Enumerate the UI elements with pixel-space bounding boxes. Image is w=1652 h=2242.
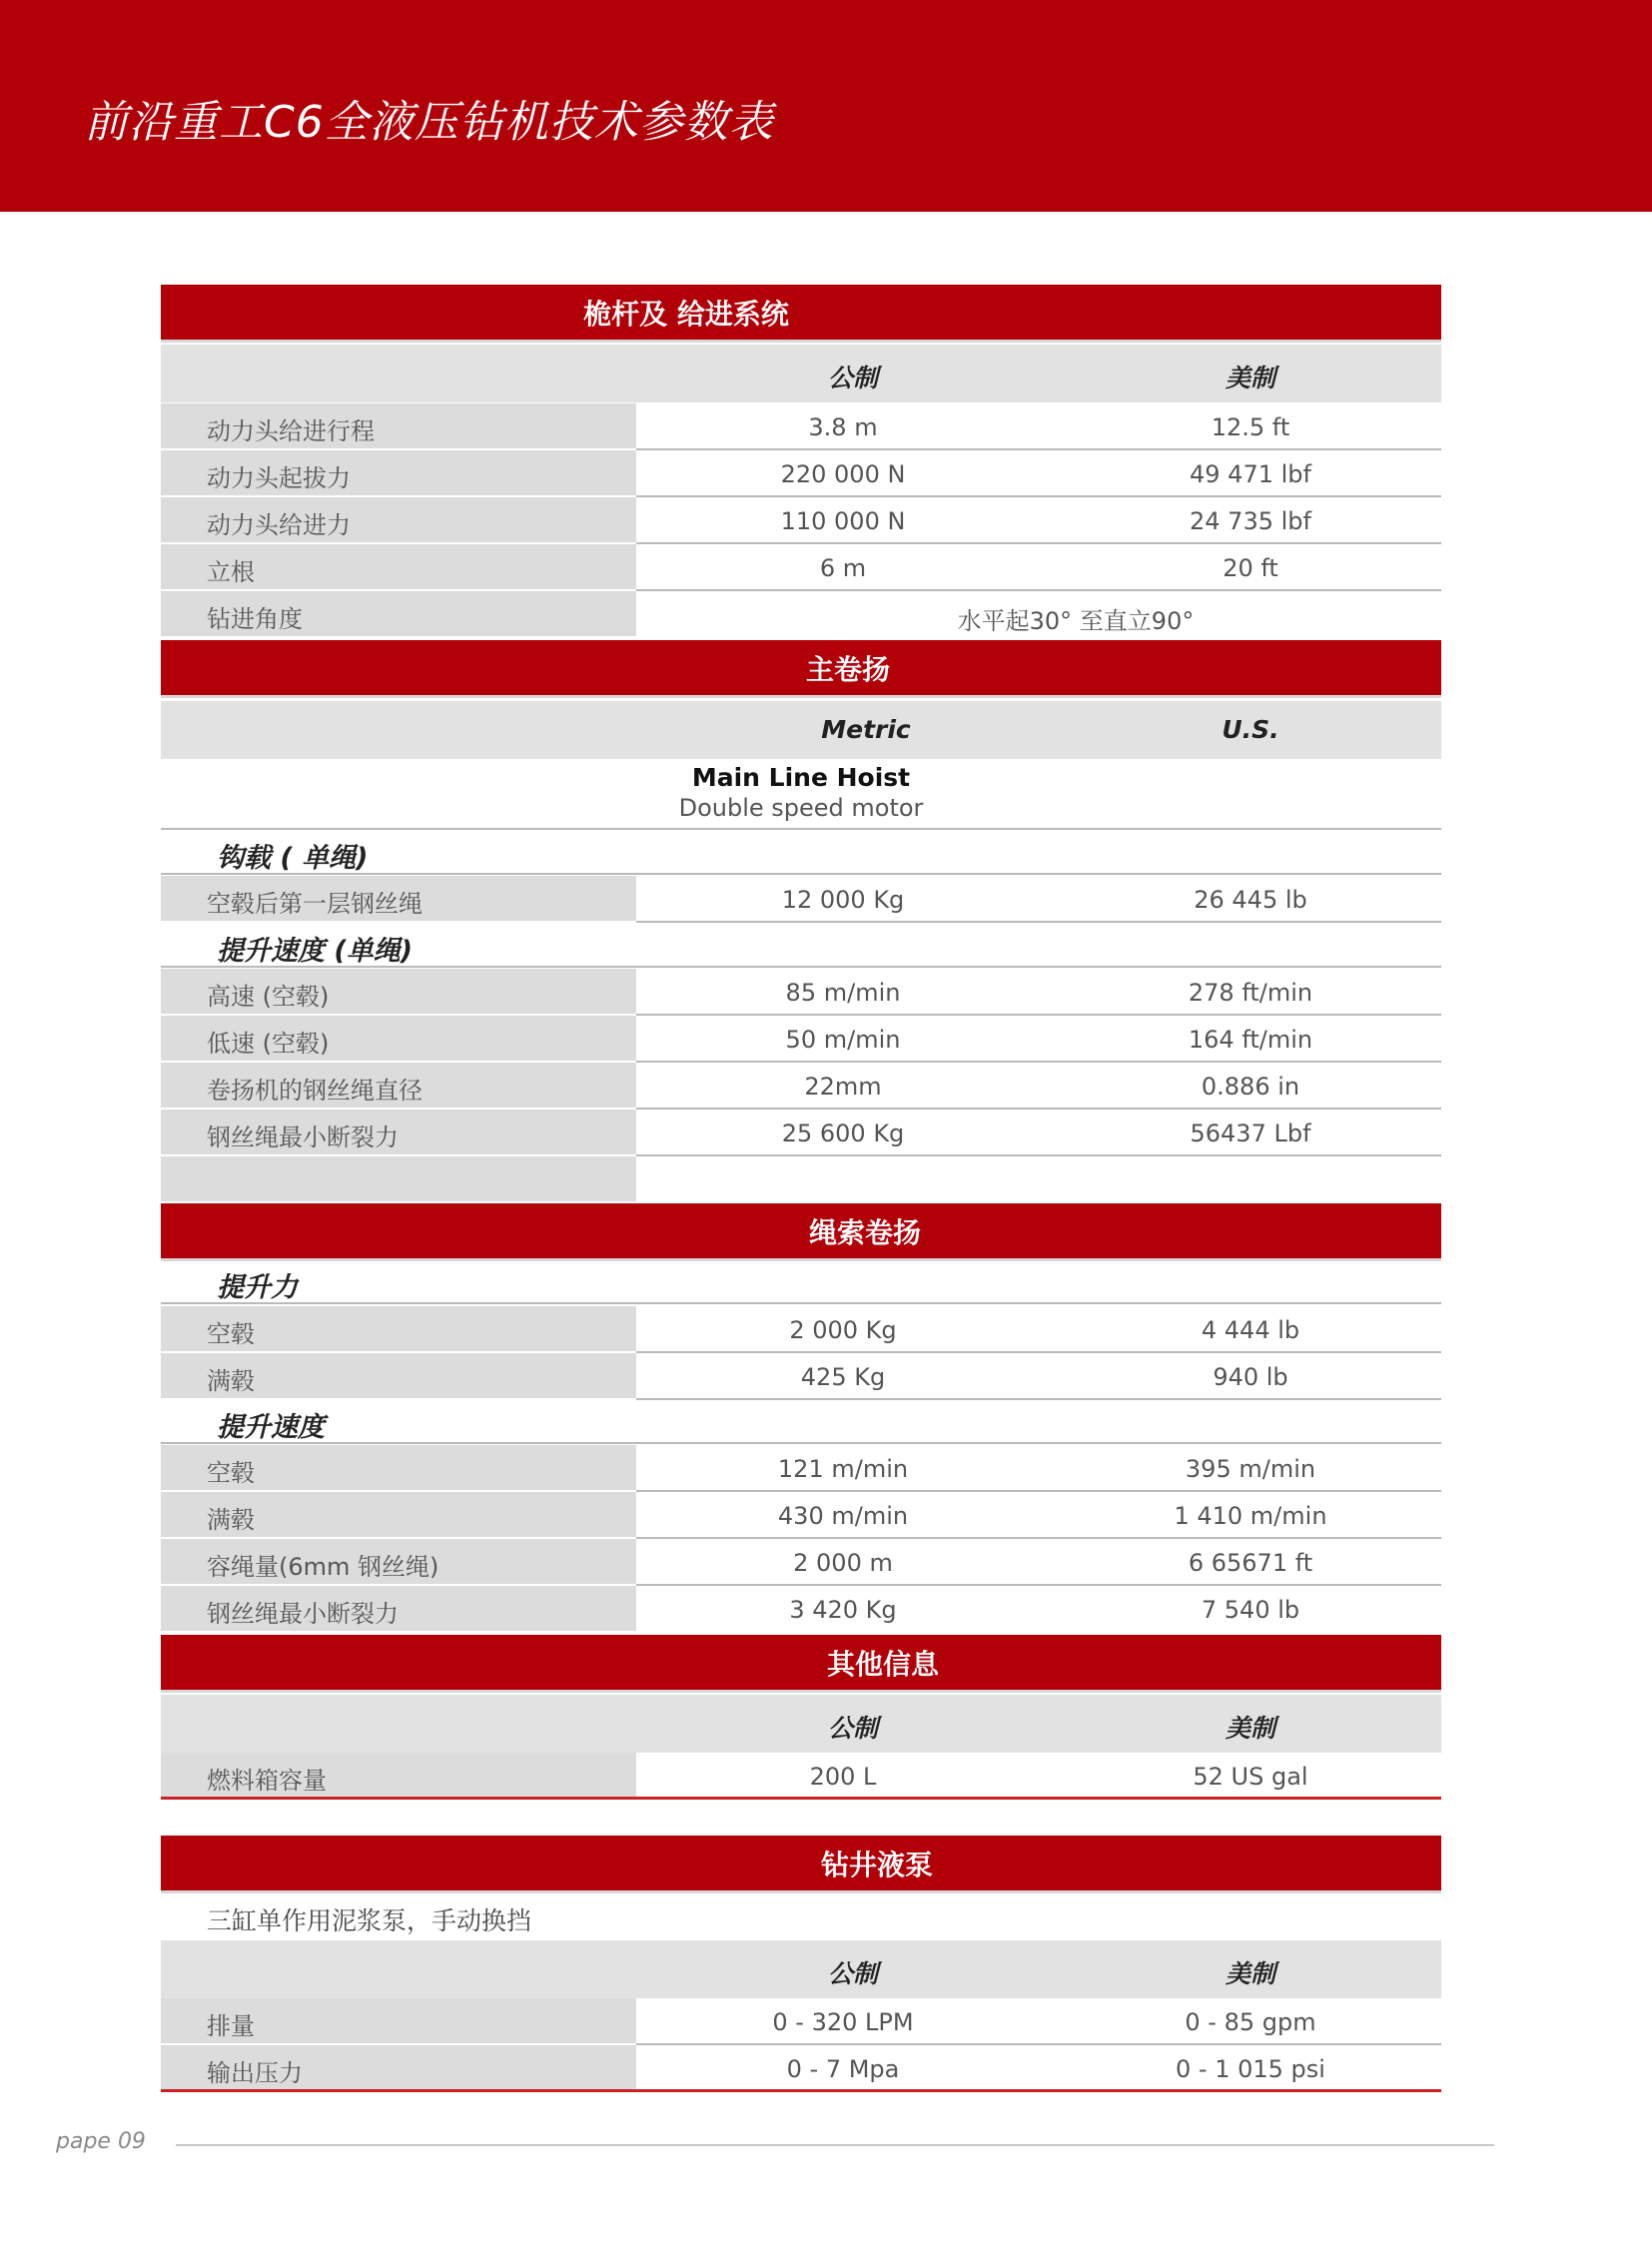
table-row bbox=[161, 1306, 1441, 1353]
spec-table bbox=[161, 0, 1441, 2117]
row-label: 满毂 bbox=[207, 1367, 255, 1395]
metric-value: 85 m/min bbox=[785, 979, 901, 1007]
subheading-lift-speed bbox=[161, 1400, 1441, 1444]
table-row bbox=[161, 591, 1441, 638]
row-label: 输出压力 bbox=[207, 2059, 303, 2087]
metric-value: 0 - 7 Mpa bbox=[786, 2055, 900, 2083]
col-metric-label: Metric bbox=[821, 715, 911, 744]
row-label: 空毂 bbox=[207, 1459, 255, 1487]
row-label: 燃料箱容量 bbox=[207, 1767, 327, 1795]
us-value: 940 lb bbox=[1213, 1363, 1288, 1391]
metric-value: 220 000 N bbox=[780, 460, 906, 488]
table-row bbox=[161, 1492, 1441, 1539]
us-value: 4 444 lb bbox=[1201, 1316, 1300, 1344]
table-row bbox=[161, 1753, 1441, 1800]
us-value: 278 ft/min bbox=[1188, 979, 1313, 1007]
us-value: 24 735 lbf bbox=[1190, 507, 1311, 535]
us-value: 26 445 lb bbox=[1194, 886, 1307, 914]
subheading-label: 钩载 ( 单绳) bbox=[217, 843, 369, 874]
section-other-title: 其他信息 bbox=[826, 1648, 940, 1681]
us-value: 20 ft bbox=[1223, 554, 1278, 582]
row-label: 空毂后第一层钢丝绳 bbox=[207, 890, 422, 918]
col-us-label: 美制 bbox=[1225, 1959, 1276, 1988]
col-us-label: 美制 bbox=[1225, 1714, 1276, 1743]
row-label: 钢丝绳最小断裂力 bbox=[207, 1123, 399, 1151]
metric-value: 2 000 Kg bbox=[789, 1316, 897, 1344]
us-value: 52 US gal bbox=[1193, 1763, 1308, 1791]
col-us-label: U.S. bbox=[1222, 715, 1279, 744]
subheading-hook-load bbox=[161, 831, 1441, 875]
metric-value: 121 m/min bbox=[777, 1455, 909, 1483]
col-us-label: 美制 bbox=[1225, 364, 1276, 392]
us-value: 0 - 1 015 psi bbox=[1176, 2055, 1325, 2083]
metric-value: 22mm bbox=[804, 1073, 882, 1101]
metric-value: 3.8 m bbox=[808, 413, 878, 441]
table-row bbox=[161, 403, 1441, 450]
section-hoist-title: 主卷扬 bbox=[805, 653, 891, 686]
mast-column-header bbox=[161, 345, 1441, 402]
section-other-bar bbox=[161, 1635, 1441, 1693]
us-value: 49 471 lbf bbox=[1190, 460, 1311, 488]
section-mast-title: 桅杆及 给进系统 bbox=[583, 298, 789, 331]
col-metric-label: 公制 bbox=[827, 1714, 879, 1743]
metric-value: 200 L bbox=[809, 1763, 877, 1791]
us-value: 0 - 85 gpm bbox=[1185, 2008, 1316, 2036]
row-label: 空毂 bbox=[207, 1320, 255, 1348]
row-label: 满毂 bbox=[207, 1506, 255, 1534]
metric-value: 6 m bbox=[819, 554, 867, 582]
us-value: 12.5 ft bbox=[1211, 413, 1290, 441]
subheading-label: 提升速度 (单绳) bbox=[217, 936, 413, 967]
us-value: 164 ft/min bbox=[1188, 1026, 1313, 1054]
table-row bbox=[161, 1998, 1441, 2045]
row-label: 钻进角度 bbox=[207, 605, 303, 633]
main-line-hoist-title: Main Line Hoist bbox=[691, 763, 911, 792]
us-value: 56437 Lbf bbox=[1190, 1120, 1311, 1147]
table-row bbox=[161, 1586, 1441, 1633]
pump-note: 三缸单作用泥浆泵，手动换挡 bbox=[207, 1906, 532, 1935]
us-value: 6 65671 ft bbox=[1188, 1549, 1313, 1577]
metric-value: 430 m/min bbox=[777, 1502, 909, 1530]
page-title: 前沿重工C6全液压钻机技术参数表 bbox=[84, 97, 774, 148]
subheading-label: 提升速度 bbox=[217, 1412, 325, 1443]
section-mast-bar bbox=[161, 285, 1441, 343]
metric-value: 110 000 N bbox=[780, 507, 906, 535]
row-label: 动力头给进力 bbox=[207, 511, 351, 539]
hoist-column-header bbox=[161, 701, 1441, 759]
row-label: 立根 bbox=[207, 558, 255, 586]
footer-divider bbox=[176, 2144, 1494, 2146]
table-row bbox=[161, 876, 1441, 923]
section-rope-bar bbox=[161, 1203, 1441, 1261]
main-line-hoist-subtitle: Double speed motor bbox=[678, 794, 924, 822]
col-metric-label: 公制 bbox=[827, 364, 879, 392]
us-value: 7 540 lb bbox=[1201, 1596, 1300, 1624]
table-row-empty bbox=[161, 1156, 1441, 1203]
table-row bbox=[161, 969, 1441, 1016]
subheading-hoist-speed bbox=[161, 924, 1441, 968]
metric-value: 425 Kg bbox=[800, 1363, 886, 1391]
subheading-label: 提升力 bbox=[217, 1272, 298, 1303]
metric-value: 12 000 Kg bbox=[781, 886, 905, 914]
table-row bbox=[161, 1063, 1441, 1110]
row-label: 动力头起拔力 bbox=[207, 464, 351, 492]
metric-value: 0 - 320 LPM bbox=[772, 2008, 914, 2036]
section-rope-title: 绳索卷扬 bbox=[808, 1216, 922, 1249]
metric-value: 50 m/min bbox=[785, 1026, 901, 1054]
other-column-header bbox=[161, 1695, 1441, 1753]
metric-value: 2 000 m bbox=[793, 1549, 893, 1577]
row-label: 容绳量(6mm 钢丝绳) bbox=[207, 1553, 439, 1581]
main-line-hoist-block bbox=[161, 756, 1441, 830]
table-row bbox=[161, 2045, 1441, 2092]
table-row bbox=[161, 497, 1441, 544]
row-label: 钢丝绳最小断裂力 bbox=[207, 1600, 399, 1628]
section-hoist-bar bbox=[161, 640, 1441, 698]
metric-value: 25 600 Kg bbox=[781, 1120, 905, 1147]
us-value: 395 m/min bbox=[1185, 1455, 1316, 1483]
metric-value: 3 420 Kg bbox=[789, 1596, 897, 1624]
row-label: 高速 (空毂) bbox=[207, 983, 330, 1011]
us-value: 0.886 in bbox=[1201, 1073, 1300, 1101]
row-label: 低速 (空毂) bbox=[207, 1030, 330, 1058]
table-row bbox=[161, 1445, 1441, 1492]
section-pump-bar bbox=[161, 1836, 1441, 1893]
row-label: 卷扬机的钢丝绳直径 bbox=[207, 1077, 422, 1105]
page-number: pape 09 bbox=[56, 2129, 146, 2154]
table-row bbox=[161, 1110, 1441, 1156]
table-row bbox=[161, 1016, 1441, 1063]
row-label: 排量 bbox=[207, 2012, 255, 2040]
row-label: 动力头给进行程 bbox=[207, 417, 375, 445]
us-value: 1 410 m/min bbox=[1174, 1502, 1327, 1530]
table-row bbox=[161, 544, 1441, 591]
subheading-lift-force bbox=[161, 1260, 1441, 1304]
table-row bbox=[161, 1353, 1441, 1400]
section-pump-title: 钻井液泵 bbox=[820, 1849, 934, 1881]
table-row bbox=[161, 1539, 1441, 1586]
col-metric-label: 公制 bbox=[827, 1959, 879, 1988]
pump-column-header bbox=[161, 1940, 1441, 1998]
table-row bbox=[161, 450, 1441, 497]
metric-value: 水平起30° 至直立90° bbox=[957, 607, 1195, 635]
